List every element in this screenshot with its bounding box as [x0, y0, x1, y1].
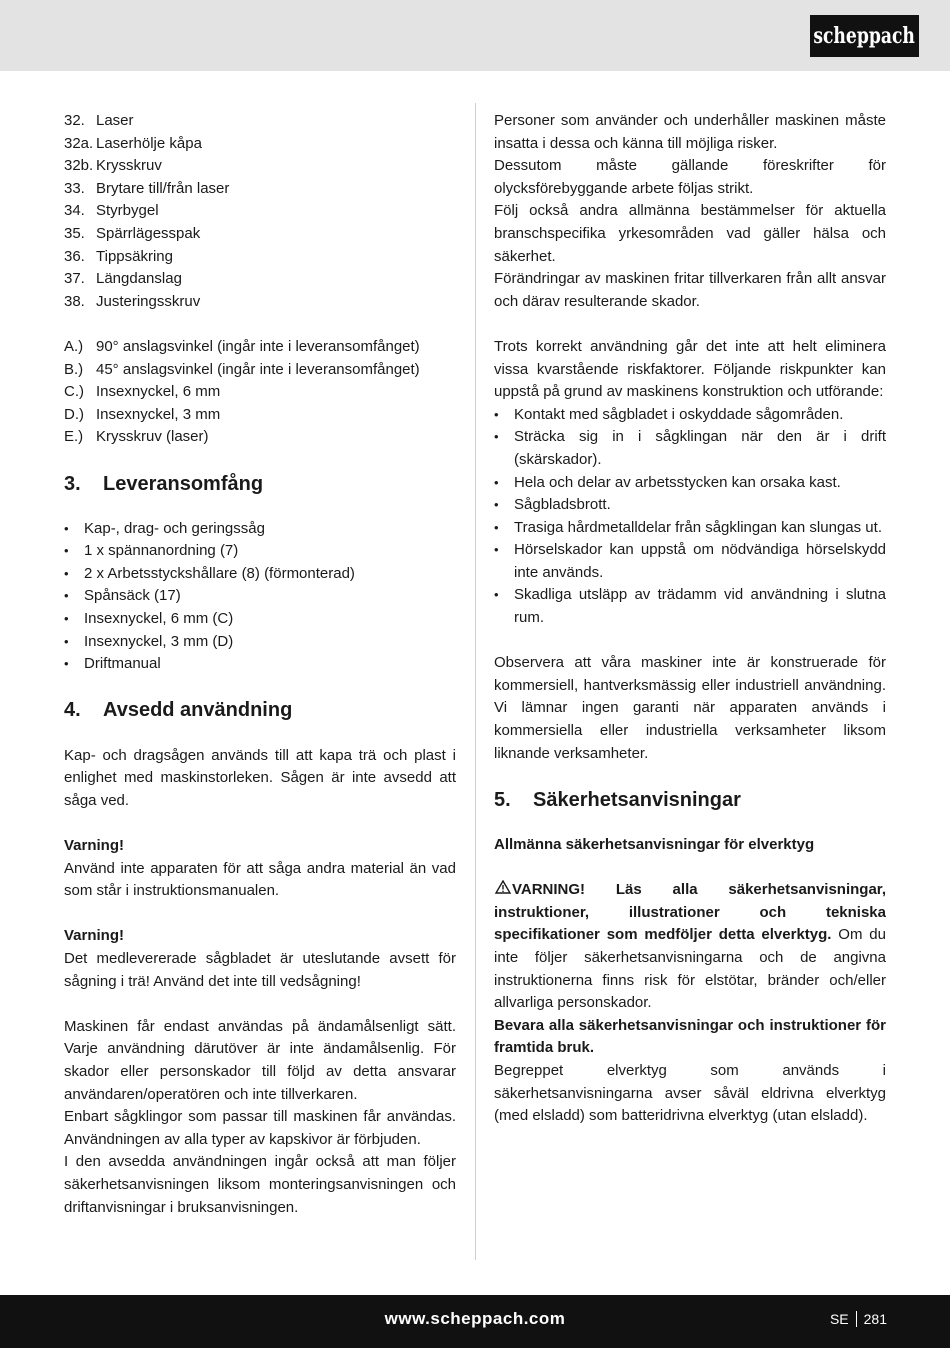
- list-item: • Kontakt med sågbladet i oskyddade sågområden.: [494, 404, 886, 427]
- paragraph: Det medlevererade sågbladet är uteslutande avsett för sågning i trä! Använd det inte till vedsågning!: [64, 949, 456, 990]
- section-heading: 5. Säkerhetsanvisningar: [494, 788, 741, 811]
- list-item: 38. Justeringsskruv: [64, 292, 201, 310]
- list-item: • Kap-, drag- och geringssåg: [64, 518, 456, 541]
- logo-text: scheppach: [813, 23, 916, 49]
- brand-logo: [810, 15, 919, 57]
- list-item: A.) 90° anslagsvinkel (ingår inte i leveransomfånget): [64, 337, 420, 355]
- paragraph: Begreppet elverktyg som används i säkerhetsanvisningarna avser såväl eldrivna elverktyg (med elsladd) som batteridrivna elverktyg (utan elsladd).: [494, 1061, 886, 1125]
- list-item: • Hela och delar av arbetsstycken kan orsaka kast.: [494, 472, 886, 495]
- list-item: C.) Insexnyckel, 6 mm: [64, 383, 221, 401]
- list-item: 32b. Krysskruv: [64, 157, 162, 175]
- list-item: 36. Tippsäkring: [64, 247, 173, 265]
- page-number: SE 281: [829, 1311, 887, 1327]
- page-header: [0, 0, 950, 71]
- paragraph: Kap- och dragsågen används till att kapa trä och plast i enlighet med maskinstorleken. Sågen är inte avsedd att såga ved.: [64, 746, 456, 809]
- accessories-list: [64, 336, 456, 449]
- list-item: D.) Insexnyckel, 3 mm: [64, 405, 221, 423]
- paragraph: I den avsedda användningen ingår också att man följer säkerhetsanvisningen liksom monteringsanvisningen och driftanvisningar i bruksanvisningen.: [64, 1153, 456, 1216]
- list-item: • Sågbladsbrott.: [494, 494, 886, 517]
- list-item: • Trasiga hårdmetalldelar från sågklingan kan slungas ut.: [494, 517, 886, 540]
- list-item: 35. Spärrlägesspak: [64, 224, 201, 242]
- column-divider: [475, 103, 476, 1260]
- paragraph: Dessutom måste gällande föreskrifter för olycksförebyggande arbete följas strikt.: [494, 157, 886, 197]
- warning-triangle-icon: [494, 880, 512, 894]
- list-item: 32a. Laserhölje kåpa: [64, 134, 202, 152]
- warning-title: Varning!: [64, 927, 125, 945]
- list-item: • 1 x spännanordning (7): [64, 540, 456, 563]
- list-item: • Insexnyckel, 6 mm (C): [64, 608, 456, 631]
- warning-paragraph: VARNING! Läs alla säkerhetsanvisningar, instruktioner, illustrationer och tekniska specifikationer som medföljer detta elverktyg. Om du inte följer säkerhetsanvisningarna och de angivna instruktionerna finns risk för elstötar, bränder och/eller allvarliga personskador.: [494, 881, 886, 1012]
- list-item: B.) 45° anslagsvinkel (ingår inte i leveransomfånget): [64, 360, 420, 378]
- page-footer: [0, 1295, 950, 1348]
- paragraph: Enbart sågklingor som passar till maskinen får användas. Användningen av alla typer av kapskivor är förbjuden.: [64, 1108, 456, 1148]
- paragraph: Bevara alla säkerhetsanvisningar och instruktioner för framtida bruk.: [494, 1016, 886, 1057]
- delivery-list: [64, 518, 456, 676]
- list-item: 33. Brytare till/från laser: [64, 179, 230, 197]
- section-heading: 4. Avsedd användning: [64, 699, 293, 722]
- list-item: • 2 x Arbetsstyckshållare (8) (förmonterad): [64, 563, 456, 586]
- subheading: Allmänna säkerhetsanvisningar för elverktyg: [494, 836, 815, 853]
- section-heading: 3. Leveransomfång: [64, 472, 264, 495]
- warning-title: Varning!: [64, 837, 125, 854]
- list-item: 34. Styrbygel: [64, 202, 159, 220]
- left-column: [64, 110, 456, 1219]
- list-item: 32. Laser: [64, 112, 134, 129]
- paragraph: Följ också andra allmänna bestämmelser för aktuella branschspecifika yrkesområden vad gäller hälsa och säkerhet.: [494, 202, 886, 265]
- list-item: • Sträcka sig in i sågklingan när den är i drift (skärskador).: [494, 426, 886, 471]
- list-item: • Spånsäck (17): [64, 585, 456, 608]
- paragraph: Maskinen får endast användas på ändamålsenligt sätt. Varje användning därutöver är inte ändamålsenlig. För skador eller personskador till följd av detta ansvarar användaren/operatören och inte tillverkaren.: [64, 1017, 456, 1103]
- paragraph: Observera att våra maskiner inte är konstruerade för kommersiell, hantverksmässig eller industriell användning. Vi lämnar ingen garanti när apparaten används i kommersiella eller industriella verksamheter liksom liknande verksamheter.: [494, 654, 886, 762]
- paragraph: Förändringar av maskinen fritar tillverkaren från allt ansvar och därav resulterande skador.: [494, 270, 886, 310]
- list-item: • Hörselskador kan uppstå om nödvändiga hörselskydd inte används.: [494, 539, 886, 584]
- list-item: E.) Krysskruv (laser): [64, 428, 209, 446]
- list-item: • Driftmanual: [64, 653, 456, 676]
- parts-list: [64, 110, 456, 313]
- right-column: [494, 110, 886, 1128]
- risk-list: [494, 404, 886, 630]
- list-item: 37. Längdanslag: [64, 270, 182, 288]
- paragraph: Trots korrekt användning går det inte att helt eliminera vissa kvarstående riskfaktorer. Följande riskpunkter kan uppstå på grund av maskinens konstruktion och utförande:: [494, 337, 886, 401]
- list-item: • Skadliga utsläpp av trädamm vid användning i slutna rum.: [494, 584, 886, 629]
- list-item: • Insexnyckel, 3 mm (D): [64, 631, 456, 654]
- paragraph: Använd inte apparaten för att såga andra material än vad som står i instruktionsmanualen.: [64, 859, 456, 900]
- paragraph: Personer som använder och underhåller maskinen måste insatta i dessa och känna till möjliga risker.: [494, 112, 886, 152]
- website-link[interactable]: www.scheppach.com: [384, 1309, 566, 1328]
